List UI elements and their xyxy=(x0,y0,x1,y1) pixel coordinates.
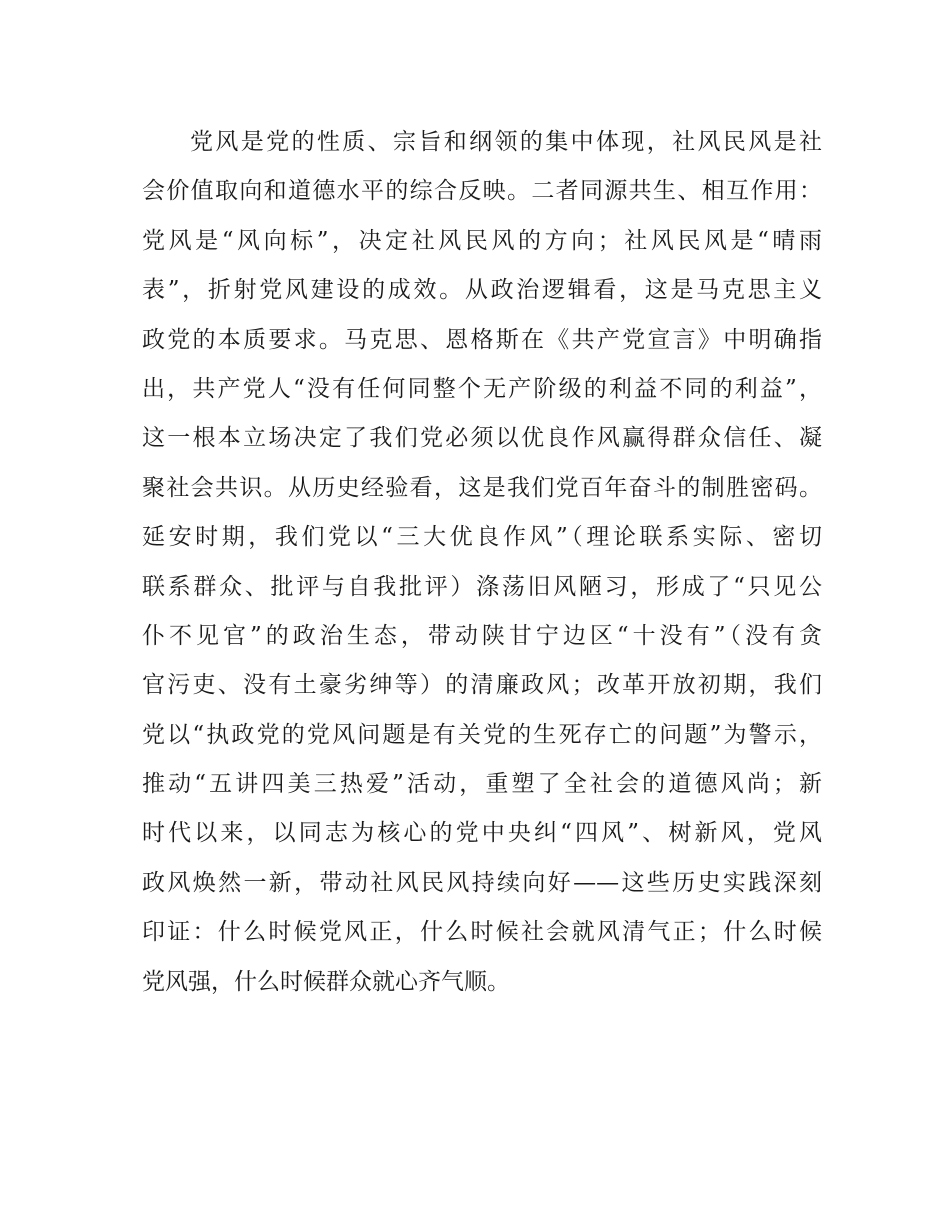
paragraph-line: 党以“执政党的党风问题是有关党的生死存亡的问题”为警示， xyxy=(142,721,822,748)
paragraph-line: 延安时期，我们党以“三大优良作风”（理论联系实际、密切 xyxy=(142,524,822,551)
body-paragraph xyxy=(142,118,822,1007)
paragraph-line: 表”，折射党风建设的成效。从政治逻辑看，这是马克思主义 xyxy=(142,277,822,304)
paragraph-line: 这一根本立场决定了我们党必须以优良作风赢得群众信任、凝 xyxy=(142,425,822,452)
paragraph-line: 会价值取向和道德水平的综合反映。二者同源共生、相互作用： xyxy=(142,178,822,205)
paragraph-line: 党风是党的性质、宗旨和纲领的集中体现，社风民风是社 xyxy=(190,129,822,155)
paragraph-line: 政党的本质要求。马克思、恩格斯在《共产党宣言》中明确指 xyxy=(142,326,822,353)
paragraph-line: 推动“五讲四美三热爱”活动，重塑了全社会的道德风尚；新 xyxy=(142,771,822,798)
paragraph-line: 联系群众、批评与自我批评）涤荡旧风陋习，形成了“只见公 xyxy=(142,573,822,600)
paragraph-line: 出，共产党人“没有任何同整个无产阶级的利益不同的利益”， xyxy=(142,375,822,402)
paragraph-line: 印证：什么时候党风正，什么时候社会就风清气正；什么时候 xyxy=(142,919,822,946)
paragraph-line: 聚社会共识。从历史经验看，这是我们党百年奋斗的制胜密码。 xyxy=(142,474,822,501)
paragraph-line: 仆不见官”的政治生态，带动陕甘宁边区“十没有”（没有贪 xyxy=(142,622,822,649)
paragraph-line: 官污吏、没有土豪劣绅等）的清廉政风；改革开放初期，我们 xyxy=(142,672,822,699)
paragraph-line: 时代以来，以同志为核心的党中央纠“四风”、树新风，党风 xyxy=(142,820,822,847)
paragraph-line: 党风强，什么时候群众就心齐气顺。 xyxy=(142,968,510,995)
paragraph-line: 党风是“风向标”，决定社风民风的方向；社风民风是“晴雨 xyxy=(142,227,822,254)
paragraph-line: 政风焕然一新，带动社风民风持续向好——这些历史实践深刻 xyxy=(142,869,822,896)
